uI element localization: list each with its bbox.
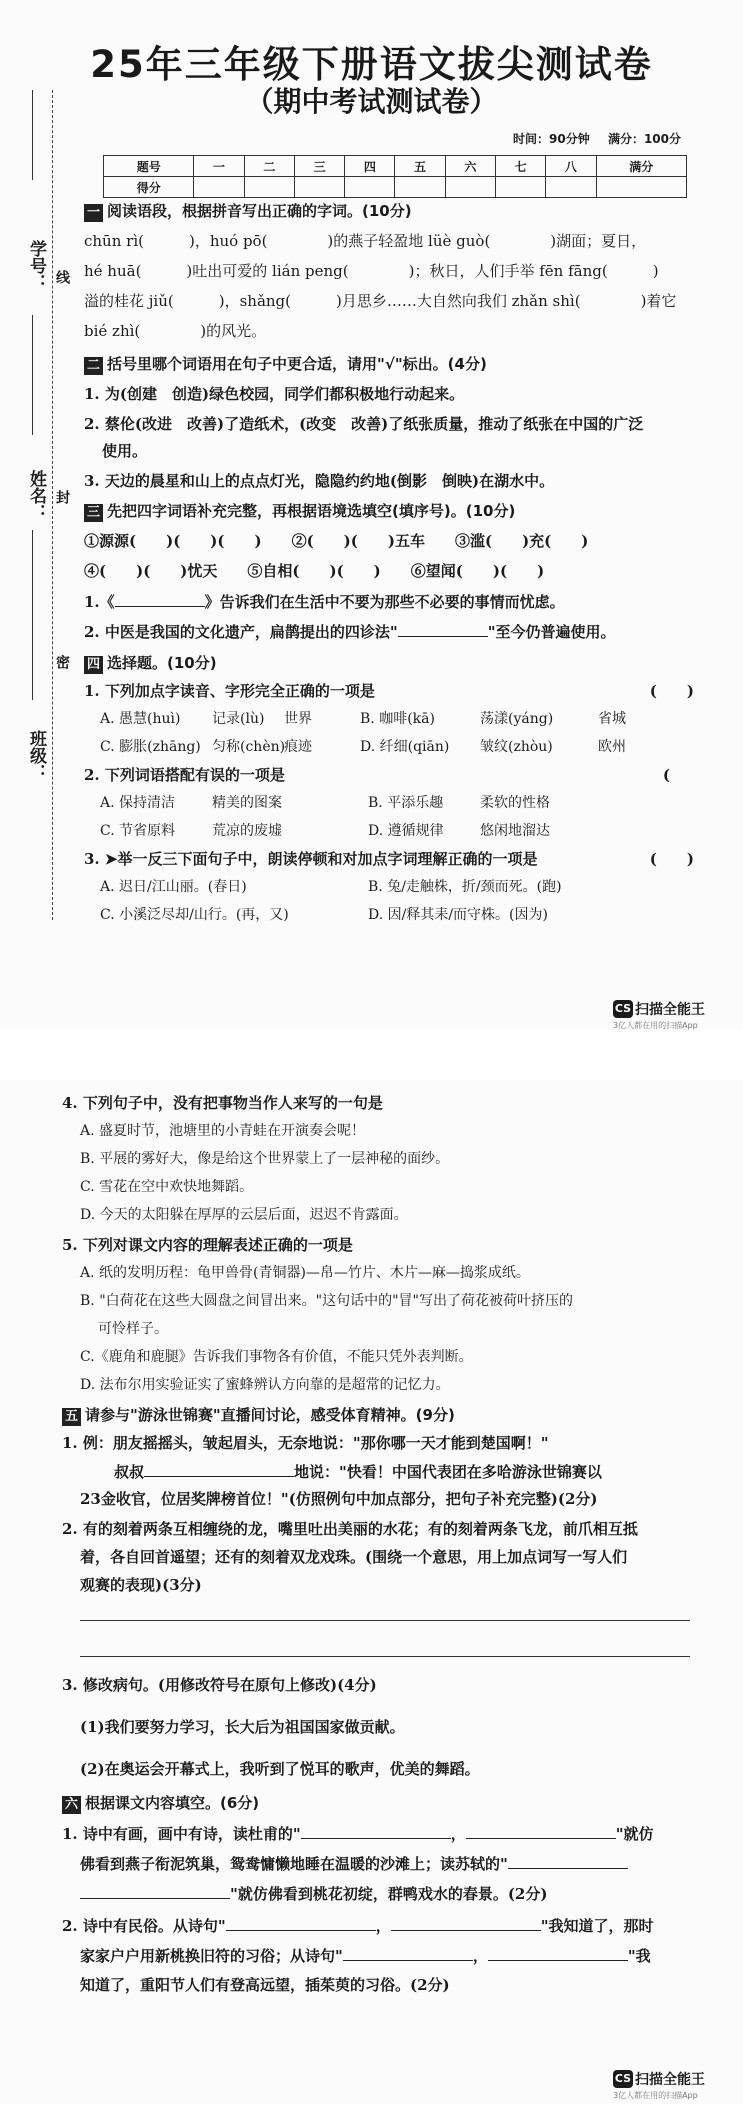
page1-content	[84, 198, 694, 1028]
option-text: B. 兔/走触株，折/颈而死。(跑)	[368, 879, 562, 895]
score-header-cell: 五	[395, 156, 445, 177]
s3-q2-suffix: "至今仍普遍使用。	[487, 623, 616, 641]
class-label: 班级：	[26, 730, 46, 781]
score-cell[interactable]	[244, 177, 294, 198]
s4-q5-option-c[interactable]: C.《鹿角和鹿腿》告诉我们事物各有价值，不能只凭外表判断。	[80, 1349, 473, 1365]
s4-q3-row-1[interactable]	[100, 874, 562, 900]
s3-q1-suffix: 》告诉我们在生活中不要为那些不必要的事情而忧虑。	[204, 593, 565, 611]
s1-line-3[interactable]: 溢的桂花 jiǔ( )，shǎng( )月思乡……大自然向我们 zhǎn shì( )着它	[84, 292, 677, 310]
score-row-label: 得分	[104, 177, 194, 198]
score-header-cell: 七	[496, 156, 546, 177]
s4-q2-row-2[interactable]	[100, 818, 550, 844]
option-text: 世界	[284, 711, 312, 727]
option-text: A. 愚慧(huì)	[100, 711, 181, 727]
s5-q2-answer-line-2[interactable]	[80, 1656, 690, 1657]
s5-q2-cont-1: 着，各自回首遥望；还有的刻着双龙戏珠。(围绕一个意思，用上加点词写一写人们	[80, 1548, 628, 1566]
watermark-sub: 3亿人都在用的扫描App	[613, 1020, 698, 1030]
name-blank[interactable]	[32, 315, 33, 435]
watermark-sub: 3亿人都在用的扫描App	[613, 2090, 698, 2100]
s2-question-2[interactable]: 2. 蔡伦(改进 改善)了造纸术，(改变 改善)了纸张质量，推动了纸张在中国的广泛	[84, 415, 644, 433]
score-cell[interactable]	[445, 177, 495, 198]
s4-q2-answer[interactable]: (	[662, 766, 670, 784]
section-2-title: 括号里哪个词语用在句子中更合适，请用"√"标出。(4分)	[107, 355, 487, 373]
score-header-cell: 四	[345, 156, 395, 177]
option-text: 皱纹(zhòu)	[480, 739, 553, 755]
s6-q1-blank-4[interactable]	[80, 1880, 230, 1899]
page2-content	[62, 1090, 702, 2080]
s5-question-1: 1. 例：朋友摇摇头，皱起眉头，无奈地说："那你哪一天才能到楚国啊！"	[62, 1434, 549, 1452]
s3-q2-prefix: 2. 中医是我国的文化遗产，扁鹊提出的四诊法"	[84, 623, 398, 641]
exam-page-1	[0, 0, 743, 1030]
s6-q2-blank-1[interactable]	[226, 1912, 376, 1931]
option-text: 欧州	[598, 739, 626, 755]
option-text: 荡漾(yáng)	[480, 711, 554, 727]
s6-question-2	[62, 1912, 654, 1939]
scanner-watermark	[613, 998, 723, 1031]
s6-q2-text: 家家户户用新桃换旧符的习俗；从诗句"	[80, 1947, 343, 1965]
s6-q2-prefix: 2. 诗中有民俗。从诗句"	[62, 1917, 226, 1935]
s4-question-1: 1. 下列加点字读音、字形完全正确的一项是	[84, 682, 375, 700]
page-gap	[0, 1030, 743, 1080]
option-text: C. 节省原料	[100, 823, 176, 839]
s4-q5-option-d[interactable]: D. 法布尔用实验证实了蜜蜂辨认方向靠的是超常的记忆力。	[80, 1377, 450, 1393]
exam-page-2	[0, 1080, 743, 2104]
s6-q1-suffix: "就仿	[615, 1825, 654, 1843]
exam-meta	[499, 130, 681, 147]
section-3-number: 三	[84, 504, 103, 522]
section-4-title: 选择题。(10分)	[107, 654, 217, 672]
s5-q1-cont: 23金收官，位居奖牌榜首位！"(仿照例句中加点部分，把句子补充完整)(2分)	[80, 1490, 598, 1508]
section-2-number: 二	[84, 357, 103, 375]
s6-q2-blank-3[interactable]	[343, 1942, 473, 1961]
s4-q3-row-2[interactable]	[100, 902, 548, 928]
s4-question-4: 4. 下列句子中，没有把事物当作人来写的一句是	[62, 1094, 383, 1112]
score-cell[interactable]	[294, 177, 344, 198]
s5-q2-answer-line-1[interactable]	[80, 1620, 690, 1621]
s6-q2-comma: ，	[375, 1917, 391, 1935]
s6-q1-text: 佛看到燕子衔泥筑巢，鸳鸯慵懒地睡在温暖的沙滩上；读苏轼的"	[80, 1855, 508, 1873]
s4-q4-option-c[interactable]: C. 雪花在空中欢快地舞蹈。	[80, 1179, 254, 1195]
class-blank[interactable]	[32, 530, 33, 700]
section-6-title: 根据课文内容填空。(6分)	[85, 1794, 260, 1812]
s5-q2-cont-2: 观赛的表现)(3分)	[80, 1576, 202, 1594]
section-4-number: 四	[84, 656, 103, 674]
watermark-name: 扫描全能王	[635, 1001, 705, 1018]
s6-q1-blank-1[interactable]	[301, 1820, 451, 1839]
score-header-cell: 二	[244, 156, 294, 177]
score-header-cell: 满分	[596, 156, 686, 177]
option-text: 柔软的性格	[480, 795, 550, 811]
option-text: 荒凉的废墟	[212, 823, 282, 839]
s4-q2-row-1[interactable]	[100, 790, 550, 816]
score-cell[interactable]	[596, 177, 686, 198]
s4-question-3: 3. ➤举一反三下面句子中，朗读停顿和对加点字词理解正确的一项是	[84, 850, 538, 868]
s6-q2-suffix: "我知道了，那时	[540, 1917, 654, 1935]
section-6-header	[62, 1790, 259, 1816]
student-id-label: 学号：	[26, 240, 46, 291]
name-label: 姓名：	[26, 470, 46, 521]
score-header-cell: 八	[546, 156, 596, 177]
s5-q3-sentence-1[interactable]: (1)我们要努力学习，长大后为祖国国家做贡献。	[80, 1718, 405, 1736]
s3-q2-blank[interactable]	[398, 618, 488, 637]
s6-q2-cont-1	[80, 1942, 651, 1969]
section-3-title: 先把四字词语补充完整，再根据语境选填空(填序号)。(10分)	[107, 502, 516, 520]
s3-q1-blank[interactable]	[115, 588, 205, 607]
score-header-cell: 题号	[104, 156, 194, 177]
time-limit: 时间：90分钟	[513, 132, 590, 146]
s5-question-2: 2. 有的刻着两条互相缠绕的龙，嘴里吐出美丽的水花；有的刻着两条飞龙，前爪相互抵	[62, 1520, 638, 1538]
s1-line-1[interactable]: chūn rì( )，huó pō( )的燕子轻盈地 lüè guò( )湖面；夏日，	[84, 232, 647, 250]
s4-q5-option-a[interactable]: A. 纸的发明历程：龟甲兽骨(青铜器)—帛—竹片、木片—麻—捣浆成纸。	[80, 1265, 530, 1281]
binding-strip	[0, 90, 90, 920]
option-text: C. 小溪泛尽却/山行。(再，又)	[100, 907, 289, 923]
s4-q1-row-1[interactable]	[100, 706, 626, 732]
camscanner-icon: CS	[613, 1000, 633, 1018]
option-text: 精美的图案	[212, 795, 282, 811]
s3-q1-prefix: 1.《	[84, 593, 115, 611]
watermark-name: 扫描全能王	[635, 2071, 705, 2088]
section-5-number: 五	[62, 1408, 81, 1426]
s6-q1-blank-2[interactable]	[466, 1820, 616, 1839]
s6-q1-prefix: 1. 诗中有画，画中有诗，读杜甫的"	[62, 1825, 301, 1843]
section-1-number: 一	[84, 204, 103, 222]
seal-xian: 线	[54, 270, 70, 284]
full-score: 满分：100分	[607, 132, 681, 146]
s6-q1-end: "就仿佛看到桃花初绽，群鸭戏水的春景。(2分)	[230, 1885, 548, 1903]
s4-q5-option-b-cont: 可怜样子。	[98, 1321, 168, 1337]
exam-title: 25年三年级下册语文拔尖测试卷	[90, 43, 653, 86]
s6-q2-blank-4[interactable]	[488, 1942, 628, 1961]
option-text: D. 纤细(qiān)	[360, 739, 450, 755]
option-text: D. 因/释其耒/而守株。(因为)	[368, 907, 548, 923]
s4-q4-option-d[interactable]: D. 今天的太阳躲在厚厚的云层后面，迟迟不肯露面。	[80, 1207, 408, 1223]
s3-question-2	[84, 618, 616, 645]
s2-question-1[interactable]: 1. 为(创建 创造)绿色校园，同学们都积极地行动起来。	[84, 385, 465, 403]
s4-q5-option-b[interactable]: B. "白荷花在这些大圆盘之间冒出来。"这句话中的"冒"写出了荷花被荷叶挤压的	[80, 1293, 573, 1309]
score-cell[interactable]	[546, 177, 596, 198]
s5-question-3: 3. 修改病句。(用修改符号在原句上修改)(4分)	[62, 1676, 377, 1694]
s4-q3-answer[interactable]: ( )	[649, 850, 694, 868]
binding-dashed-line	[52, 90, 54, 920]
s6-q2-comma-2: ，	[472, 1947, 488, 1965]
s6-q1-cont-2	[80, 1880, 547, 1907]
option-text: 匀称(chèn)	[212, 739, 286, 755]
section-2-header	[84, 351, 487, 377]
seal-mi: 密	[54, 655, 70, 669]
option-text: B. 平添乐趣	[368, 795, 444, 811]
s4-q1-answer[interactable]: ( )	[649, 682, 694, 700]
seal-feng: 封	[54, 490, 70, 504]
s6-q1-blank-3[interactable]	[508, 1850, 628, 1869]
option-text: 省城	[598, 711, 626, 727]
score-header-cell: 一	[194, 156, 244, 177]
section-5-header	[62, 1402, 455, 1428]
option-text: A. 迟日/江山丽。(春日)	[100, 879, 247, 895]
score-cell[interactable]	[345, 177, 395, 198]
s4-q1-row-2[interactable]	[100, 734, 626, 760]
score-header-cell: 三	[294, 156, 344, 177]
score-cell[interactable]	[194, 177, 244, 198]
s6-q2-blank-2[interactable]	[391, 1912, 541, 1931]
s2-question-3[interactable]: 3. 天边的晨星和山上的点点灯光，隐隐约约地(倒影 倒映)在湖水中。	[84, 472, 555, 490]
s5-q1-subject: 叔叔	[114, 1463, 145, 1481]
s6-question-1	[62, 1820, 654, 1847]
s6-q2-cont-2: 知道了，重阳节人们有登高远望，插茱萸的习俗。(2分)	[80, 1976, 450, 1994]
s5-q1-rest: 地说："快看！中国代表团在多哈游泳世锦赛以	[294, 1463, 602, 1481]
s4-question-2: 2. 下列词语搭配有误的一项是	[84, 766, 285, 784]
s6-q1-comma: ，	[450, 1825, 466, 1843]
s4-question-5: 5. 下列对课文内容的理解表述正确的一项是	[62, 1236, 353, 1254]
score-cell[interactable]	[395, 177, 445, 198]
s6-q1-cont-1	[80, 1850, 628, 1877]
score-cell[interactable]	[496, 177, 546, 198]
score-table-row	[104, 177, 687, 198]
s5-q1-blank[interactable]	[144, 1458, 294, 1477]
section-6-number: 六	[62, 1796, 81, 1814]
scanner-watermark-2	[613, 2068, 723, 2101]
s1-line-2[interactable]: hé huā( )吐出可爱的 lián peng( )；秋日，人们手举 fēn fāng( )	[84, 262, 659, 280]
score-table	[103, 155, 687, 198]
s5-q3-sentence-2[interactable]: (2)在奥运会开幕式上，我听到了悦耳的歌声，优美的舞蹈。	[80, 1760, 480, 1778]
s3-idioms-line-2[interactable]: ④( )( )忧天 ⑤自相( )( ) ⑥望闻( )( )	[84, 562, 545, 580]
s4-q4-option-b[interactable]: B. 平展的雾好大，像是给这个世界蒙上了一层神秘的面纱。	[80, 1151, 450, 1167]
s5-q1-fill	[114, 1458, 602, 1485]
student-id-blank[interactable]	[32, 90, 33, 180]
option-text: 记录(lù)	[212, 711, 265, 727]
option-text: C. 膨胀(zhāng)	[100, 739, 201, 755]
s3-question-1	[84, 588, 565, 615]
exam-subtitle: （期中考试测试卷）	[245, 85, 498, 118]
section-1-title: 阅读语段，根据拼音写出正确的字词。(10分)	[107, 202, 412, 220]
s2-question-2-cont: 使用。	[102, 442, 148, 460]
s6-q2-wo: "我	[627, 1947, 651, 1965]
s3-idioms-line-1[interactable]: ①源源( )( )( ) ②( )( )五车 ③滥( )充( )	[84, 532, 589, 550]
section-4-header	[84, 650, 217, 676]
score-header-cell: 六	[445, 156, 495, 177]
option-text: 痕迹	[284, 739, 312, 755]
camscanner-icon: CS	[613, 2070, 633, 2088]
s4-q4-option-a[interactable]: A. 盛夏时节，池塘里的小青蛙在开演奏会呢！	[80, 1123, 366, 1139]
option-text: D. 遵循规律	[368, 823, 444, 839]
score-table-header	[104, 156, 687, 177]
section-3-header	[84, 498, 515, 524]
option-text: B. 咖啡(kā)	[360, 711, 435, 727]
option-text: 悠闲地溜达	[480, 823, 550, 839]
option-text: A. 保持清洁	[100, 795, 176, 811]
section-5-title: 请参与"游泳世锦赛"直播间讨论，感受体育精神。(9分)	[85, 1406, 455, 1424]
s1-line-4[interactable]: bié zhì( )的风光。	[84, 322, 267, 340]
section-1-header	[84, 198, 412, 224]
